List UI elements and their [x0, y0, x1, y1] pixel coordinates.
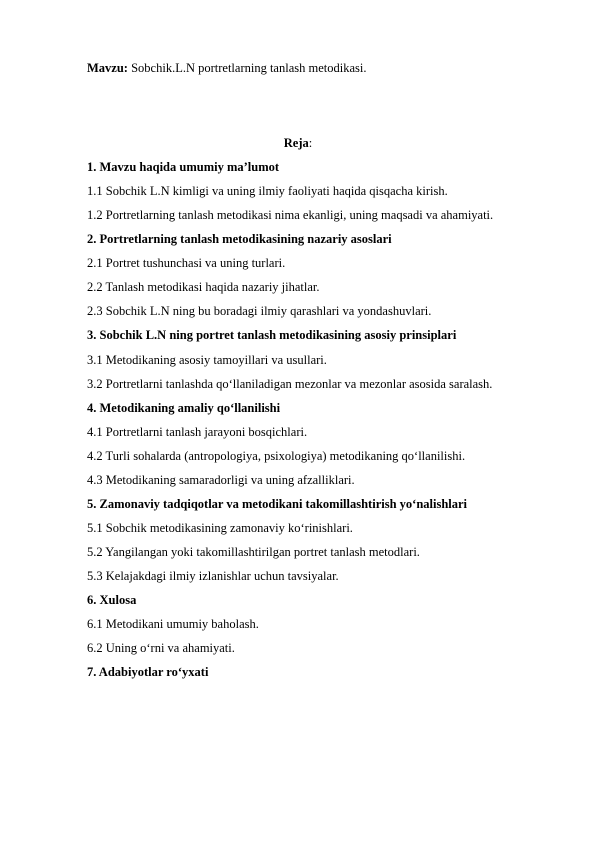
- section-heading: 6. Xulosa: [87, 593, 137, 607]
- list-item: 3.2 Portretlarni tanlashda qo‘llaniladigan mezonlar va mezonlar asosida saralash.: [87, 377, 493, 391]
- section-heading: 5. Zamonaviy tadqiqotlar va metodikani takomillashtirish yo‘nalishlari: [87, 497, 468, 511]
- list-item: 1.2 Portretlarning tanlash metodikasi nima ekanligi, uning maqsadi va ahamiyati.: [87, 208, 494, 222]
- section-heading: 1. Mavzu haqida umumiy ma’lumot: [87, 160, 280, 174]
- list-item: 4.3 Metodikaning samaradorligi va uning afzalliklari.: [87, 473, 355, 487]
- section-heading: 3. Sobchik L.N ning portret tanlash metodikasining asosiy prinsiplari: [87, 328, 457, 342]
- subject-label: Mavzu:: [87, 61, 128, 75]
- list-item: 4.2 Turli sohalarda (antropologiya, psixologiya) metodikaning qo‘llanilishi.: [87, 449, 466, 463]
- list-item: 6.2 Uning o‘rni va ahamiyati.: [87, 641, 235, 655]
- list-item: 1.1 Sobchik L.N kimligi va uning ilmiy faoliyati haqida qisqacha kirish.: [87, 184, 448, 198]
- plan-title-text: Reja: [283, 136, 309, 150]
- list-item: 2.1 Portret tushunchasi va uning turlari.: [87, 256, 286, 270]
- list-item: 2.3 Sobchik L.N ning bu boradagi ilmiy qarashlari va yondashuvlari.: [87, 304, 432, 318]
- subject-text: Sobchik.L.N portretlarning tanlash metodikasi.: [127, 61, 367, 75]
- plan-title-colon: :: [308, 136, 313, 150]
- list-item: 3.1 Metodikaning asosiy tamoyillari va usullari.: [87, 353, 327, 367]
- list-item: 5.2 Yangilangan yoki takomillashtirilgan portret tanlash metodlari.: [87, 545, 420, 559]
- plan-title: [0, 135, 596, 151]
- list-item: 6.1 Metodikani umumiy baholash.: [87, 617, 259, 631]
- list-item: 2.2 Tanlash metodikasi haqida nazariy jihatlar.: [87, 280, 320, 294]
- list-item: 5.3 Kelajakdagi ilmiy izlanishlar uchun tavsiyalar.: [87, 569, 339, 583]
- section-heading: 2. Portretlarning tanlash metodikasining nazariy asoslari: [87, 232, 392, 246]
- subject-line: [87, 60, 366, 76]
- list-item: 5.1 Sobchik metodikasining zamonaviy ko‘rinishlari.: [87, 521, 353, 535]
- list-item: 4.1 Portretlarni tanlash jarayoni bosqichlari.: [87, 425, 308, 439]
- section-heading: 7. Adabiyotlar ro‘yxati: [87, 665, 209, 679]
- section-heading: 4. Metodikaning amaliy qo‘llanilishi: [87, 401, 281, 415]
